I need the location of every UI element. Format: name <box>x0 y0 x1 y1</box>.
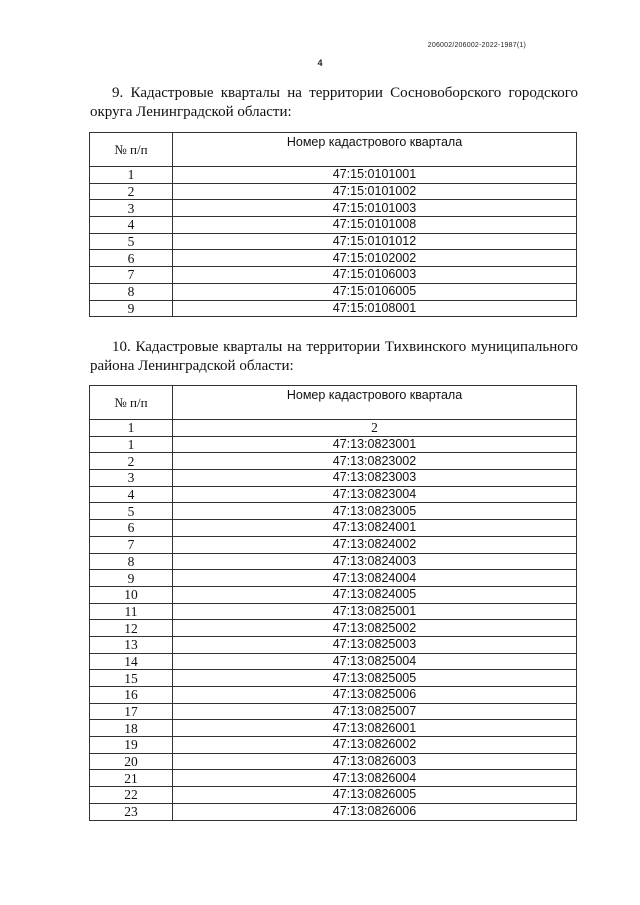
section-9-table <box>89 132 577 317</box>
table-row <box>90 570 577 587</box>
section-10-table <box>89 385 577 821</box>
row-number-cell: 21 <box>90 770 173 787</box>
table-row <box>90 787 577 804</box>
table-row <box>90 703 577 720</box>
section-9-heading: 9. Кадастровые кварталы на территории Сосновоборского городского округа Ленинградской области: <box>90 85 578 120</box>
row-number-cell: 11 <box>90 603 173 620</box>
cadastral-number-cell: 47:15:0102002 <box>173 250 577 267</box>
row-number-cell: 23 <box>90 803 173 820</box>
document-id: 206002/206002-2022-1987(1) <box>427 42 526 49</box>
table-row <box>90 283 577 300</box>
row-number-cell: 9 <box>90 300 173 317</box>
cadastral-number-cell: 47:13:0825005 <box>173 670 577 687</box>
cadastral-number-cell: 47:15:0101012 <box>173 233 577 250</box>
cadastral-number-cell: 47:13:0826002 <box>173 737 577 754</box>
cadastral-number-cell: 47:13:0826004 <box>173 770 577 787</box>
cadastral-number-cell: 47:13:0825003 <box>173 636 577 653</box>
cadastral-number-cell: 47:13:0823003 <box>173 470 577 487</box>
row-number-cell: 9 <box>90 570 173 587</box>
row-number-cell: 2 <box>90 453 173 470</box>
row-number-cell: 7 <box>90 267 173 284</box>
row-number-cell: 16 <box>90 687 173 704</box>
table-row <box>90 687 577 704</box>
table-row <box>90 737 577 754</box>
cadastral-number-cell: 47:13:0823004 <box>173 486 577 503</box>
row-number-cell: 2 <box>90 183 173 200</box>
table-row <box>90 436 577 453</box>
row-number-cell: 3 <box>90 470 173 487</box>
table-body <box>90 420 577 821</box>
cadastral-number-cell: 47:13:0823001 <box>173 436 577 453</box>
cadastral-number-cell: 47:13:0826005 <box>173 787 577 804</box>
table-row <box>90 200 577 217</box>
row-number-cell: 5 <box>90 503 173 520</box>
table-row <box>90 300 577 317</box>
table-row <box>90 653 577 670</box>
table-row <box>90 803 577 820</box>
row-number-cell: 5 <box>90 233 173 250</box>
row-number-cell: 4 <box>90 217 173 234</box>
row-number-cell: 20 <box>90 753 173 770</box>
table-row <box>90 267 577 284</box>
row-number-cell: 22 <box>90 787 173 804</box>
cadastral-number-cell: 47:15:0101002 <box>173 183 577 200</box>
cadastral-number-cell: 47:13:0824001 <box>173 520 577 537</box>
cadastral-number-cell: 47:15:0106005 <box>173 283 577 300</box>
table-row <box>90 520 577 537</box>
table-row <box>90 753 577 770</box>
row-number-cell: 19 <box>90 737 173 754</box>
cadastral-number-cell: 47:13:0826001 <box>173 720 577 737</box>
table-row <box>90 486 577 503</box>
row-number-cell: 18 <box>90 720 173 737</box>
column-number-cell: 1 <box>90 420 173 437</box>
page-number: 4 <box>317 58 323 68</box>
cadastral-number-cell: 47:13:0823002 <box>173 453 577 470</box>
cadastral-number-cell: 47:13:0825006 <box>173 687 577 704</box>
table-row <box>90 620 577 637</box>
row-number-cell: 7 <box>90 536 173 553</box>
cadastral-number-cell: 47:13:0825002 <box>173 620 577 637</box>
section-10-heading: 10. Кадастровые кварталы на территории Тихвинского муниципального района Ленинградской области: <box>90 339 578 374</box>
cadastral-number-cell: 47:15:0101001 <box>173 167 577 184</box>
column-header-number: № п/п <box>90 386 173 420</box>
row-number-cell: 14 <box>90 653 173 670</box>
table-body <box>90 167 577 317</box>
row-number-cell: 3 <box>90 200 173 217</box>
table-row <box>90 250 577 267</box>
table-row <box>90 670 577 687</box>
table-row <box>90 720 577 737</box>
table-row <box>90 167 577 184</box>
table-row <box>90 536 577 553</box>
column-number-cell: 2 <box>173 420 577 437</box>
column-header-cadastral: Номер кадастрового квартала <box>173 386 577 420</box>
table-row <box>90 553 577 570</box>
cadastral-number-cell: 47:13:0824004 <box>173 570 577 587</box>
cadastral-number-cell: 47:13:0823005 <box>173 503 577 520</box>
row-number-cell: 10 <box>90 586 173 603</box>
row-number-cell: 1 <box>90 167 173 184</box>
cadastral-number-cell: 47:13:0825004 <box>173 653 577 670</box>
table-row <box>90 636 577 653</box>
cadastral-number-cell: 47:13:0824005 <box>173 586 577 603</box>
cadastral-number-cell: 47:13:0825007 <box>173 703 577 720</box>
cadastral-number-cell: 47:15:0101008 <box>173 217 577 234</box>
row-number-cell: 4 <box>90 486 173 503</box>
row-number-cell: 8 <box>90 283 173 300</box>
table-row <box>90 770 577 787</box>
table-row <box>90 217 577 234</box>
table-row <box>90 233 577 250</box>
table-row <box>90 603 577 620</box>
column-numbers-row <box>90 420 577 437</box>
row-number-cell: 13 <box>90 636 173 653</box>
cadastral-number-cell: 47:15:0101003 <box>173 200 577 217</box>
table-row <box>90 503 577 520</box>
table-header-row <box>90 133 577 167</box>
table-row <box>90 586 577 603</box>
cadastral-number-cell: 47:13:0824002 <box>173 536 577 553</box>
cadastral-number-cell: 47:13:0826006 <box>173 803 577 820</box>
row-number-cell: 8 <box>90 553 173 570</box>
table-row <box>90 183 577 200</box>
cadastral-number-cell: 47:15:0108001 <box>173 300 577 317</box>
table-header-row <box>90 386 577 420</box>
column-header-number: № п/п <box>90 133 173 167</box>
table-row <box>90 470 577 487</box>
row-number-cell: 12 <box>90 620 173 637</box>
row-number-cell: 6 <box>90 520 173 537</box>
cadastral-number-cell: 47:13:0824003 <box>173 553 577 570</box>
cadastral-number-cell: 47:13:0825001 <box>173 603 577 620</box>
row-number-cell: 17 <box>90 703 173 720</box>
cadastral-number-cell: 47:15:0106003 <box>173 267 577 284</box>
table-row <box>90 453 577 470</box>
column-header-cadastral: Номер кадастрового квартала <box>173 133 577 167</box>
row-number-cell: 6 <box>90 250 173 267</box>
row-number-cell: 15 <box>90 670 173 687</box>
row-number-cell: 1 <box>90 436 173 453</box>
cadastral-number-cell: 47:13:0826003 <box>173 753 577 770</box>
